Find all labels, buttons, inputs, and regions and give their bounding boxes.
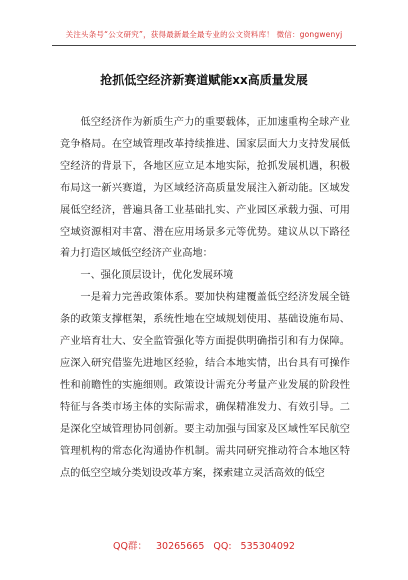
document-title: 抢抓低空经济新赛道赋能xx高质量发展 — [100, 73, 308, 87]
page-header-banner: 关注头条号“公文研究”，获得最新最全最专业的公文资料库！ 微信：gongwenyj — [65, 30, 343, 39]
header-divider — [52, 45, 356, 46]
page-footer-contact: QQ群： 30265665 QQ: 535304092 — [113, 541, 295, 552]
intro-paragraph: 低空经济作为新质生产力的重要载体，正加速重构全球产业竞争格局。在空域管理改革持续推进、国家层面大力支持发展低空经济的背景下，各地区应立足本地实际，抢抓发展机遇，积极布局这一新兴赛道，为区域经济高质量发展注入新动能。区域发展低空经济，普遍具备工业基础扎实、产业园区承载力强、可用空域资源相对丰富、潜在应用场景多元等优势。建议从以下路径着力打造区域低空经济产业高地： — [60, 117, 350, 260]
section-heading: 一、强化顶层设计，优化发展环境 — [80, 270, 234, 282]
body-paragraph: 一是着力完善政策体系。要加快构建覆盖低空经济发展全链条的政策支撑框架，系统性地在空域规划使用、基础设施布局、产业培育壮大、安全监管强化等方面提供明确指引和有力保障。应深入研究借鉴先进地区经验，结合本地实情，出台具有可操作性和前瞻性的实施细则。政策设计需充分考量产业发展的阶段性特征与各类市场主体的实际需求，确保精准发力、有效引导。二是深化空域管理协同创新。要主动加强与国家及区域性军民航空管理机构的常态化沟通协作机制。需共同研究推动符合本地区特点的低空空域分类划设改革方案，探索建立灵活高效的低空 — [60, 292, 350, 479]
document-body — [60, 112, 350, 484]
